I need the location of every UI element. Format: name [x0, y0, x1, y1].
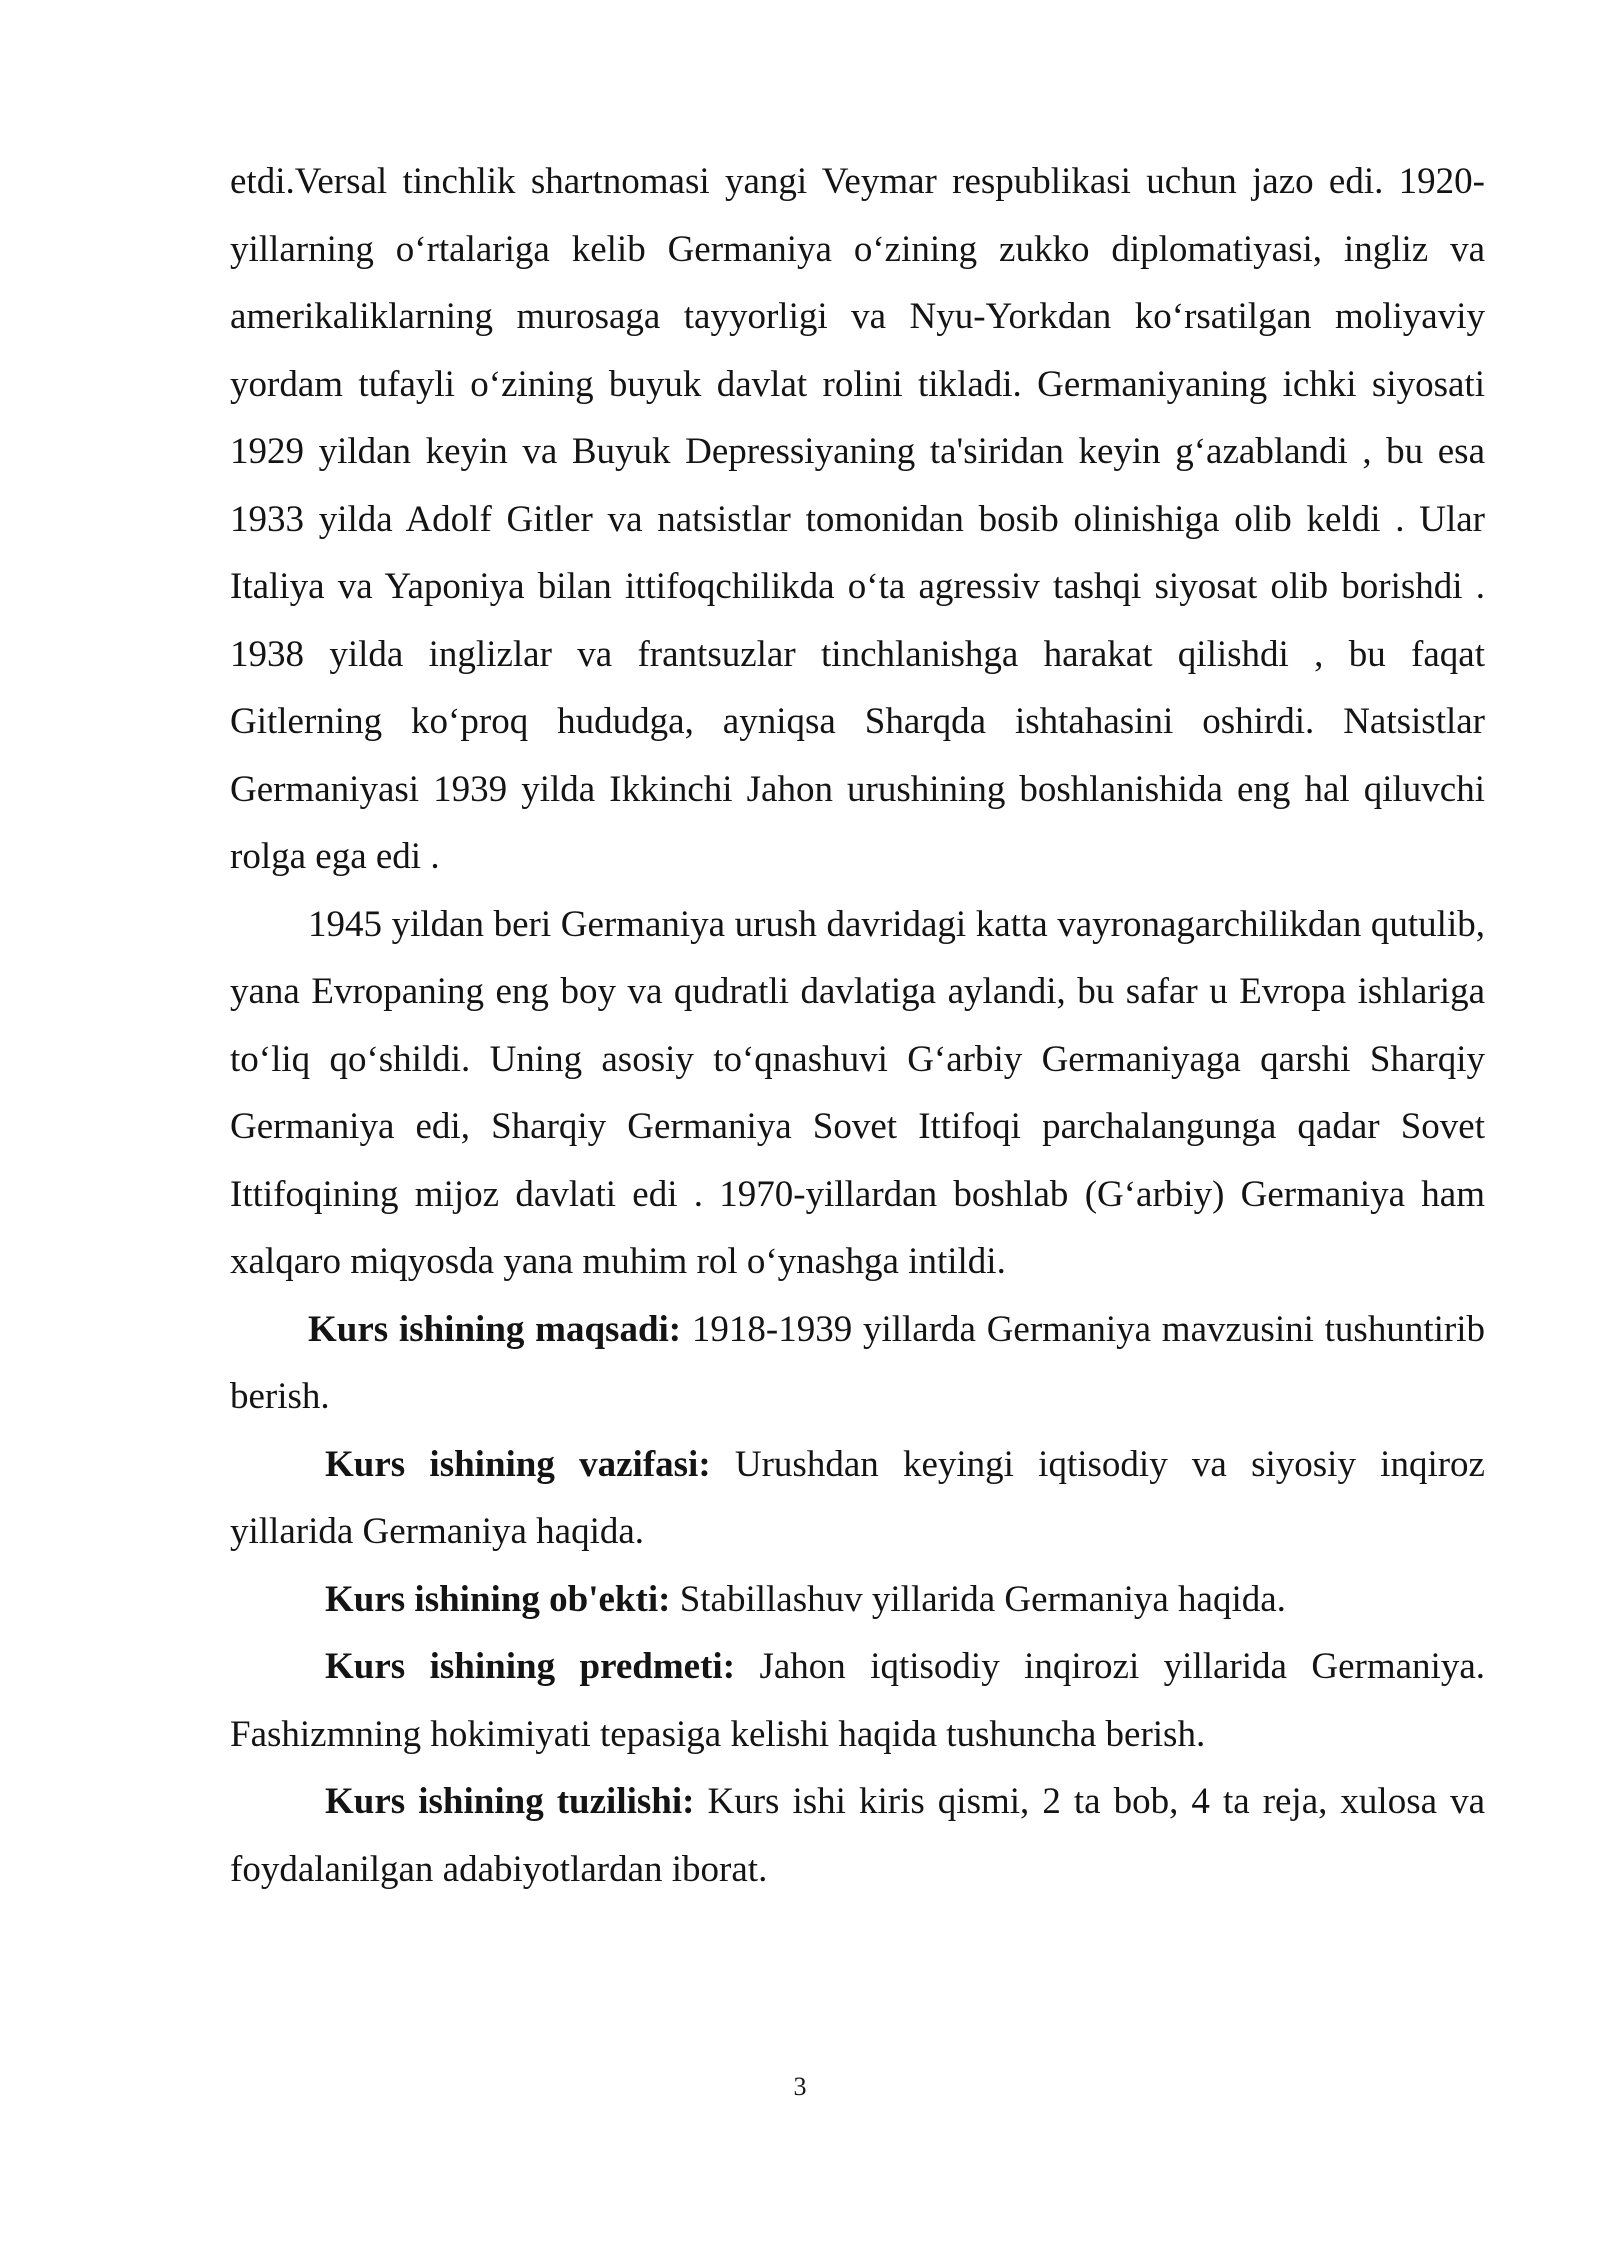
course-task-text: Urushdan keyingi iqtisodiy va siyosiy inqiroz yillarida Germaniya haqida. [230, 1443, 1485, 1552]
course-subject-label: Kurs ishining predmeti: [325, 1646, 736, 1687]
course-subject [230, 1633, 1485, 1768]
page-number: 3 [793, 2072, 807, 2101]
course-object [230, 1566, 1485, 1634]
course-task [230, 1431, 1485, 1566]
course-object-text: Stabillashuv yillarida Germaniya haqida. [670, 1578, 1286, 1620]
page-body [230, 148, 1485, 1903]
course-goal-text: 1918-1939 yillarda Germaniya mavzusini tushuntirib berish. [230, 1308, 1485, 1417]
paragraph-versal-treaty: etdi.Versal tinchlik shartnomasi yangi Veymar respublikasi uchun jazo edi. 1920-yillarning o‘rtalariga kelib Germaniya o‘zining zukko diplomatiyasi, ingliz va amerikaliklarning murosaga tayyorligi va Nyu-Yorkdan ko‘rsatilgan moliyaviy yordam tufayli o‘zining buyuk davlat rolini tikladi. Germaniyaning ichki siyosati 1929 yildan keyin va Buyuk Depressiyaning ta'siridan keyin g‘azablandi , bu esa 1933 yilda Adolf Gitler va natsistlar tomonidan bosib olinishiga olib keldi . Ular Italiya va Yaponiya bilan ittifoqchilikda o‘ta agressiv tashqi siyosat olib borishdi . 1938 yilda inglizlar va frantsuzlar tinchlanishga harakat qilishdi , bu faqat Gitlerning ko‘proq hududga, ayniqsa Sharqda ishtahasini oshirdi. Natsistlar Germaniyasi 1939 yilda Ikkinchi Jahon urushining boshlanishida eng hal qiluvchi rolga ega edi . [230, 161, 1485, 877]
course-goal [230, 1296, 1485, 1431]
course-goal-label: Kurs ishining maqsadi: [308, 1308, 682, 1350]
course-task-label: Kurs ishining vazifasi: [325, 1443, 711, 1485]
course-structure-text: Kurs ishi kiris qismi, 2 ta bob, 4 ta reja, xulosa va foydalanilgan adabiyotlardan iborat. [230, 1781, 1485, 1890]
course-structure-label: Kurs ishining tuzilishi: [325, 1781, 695, 1822]
course-structure [230, 1768, 1485, 1903]
paragraph-postwar-germany: 1945 yildan beri Germaniya urush davridagi katta vayronagarchilikdan qutulib, yana Evropaning eng boy va qudratli davlatiga aylandi, bu safar u Evropa ishlariga to‘liq qo‘shildi. Uning asosiy to‘qnashuvi G‘arbiy Germaniyaga qarshi Sharqiy Germaniya edi, Sharqiy Germaniya Sovet Ittifoqi parchalangunga qadar Sovet Ittifoqining mijoz davlati edi . 1970-yillardan boshlab (G‘arbiy) Germaniya ham xalqaro miqyosda yana muhim rol o‘ynashga intildi. [230, 903, 1485, 1282]
course-subject-text: Jahon iqtisodiy inqirozi yillarida Germaniya. Fashizmning hokimiyati tepasiga kelishi haqida tushuncha berish. [230, 1646, 1485, 1755]
course-object-label: Kurs ishining ob'ekti: [325, 1578, 671, 1620]
